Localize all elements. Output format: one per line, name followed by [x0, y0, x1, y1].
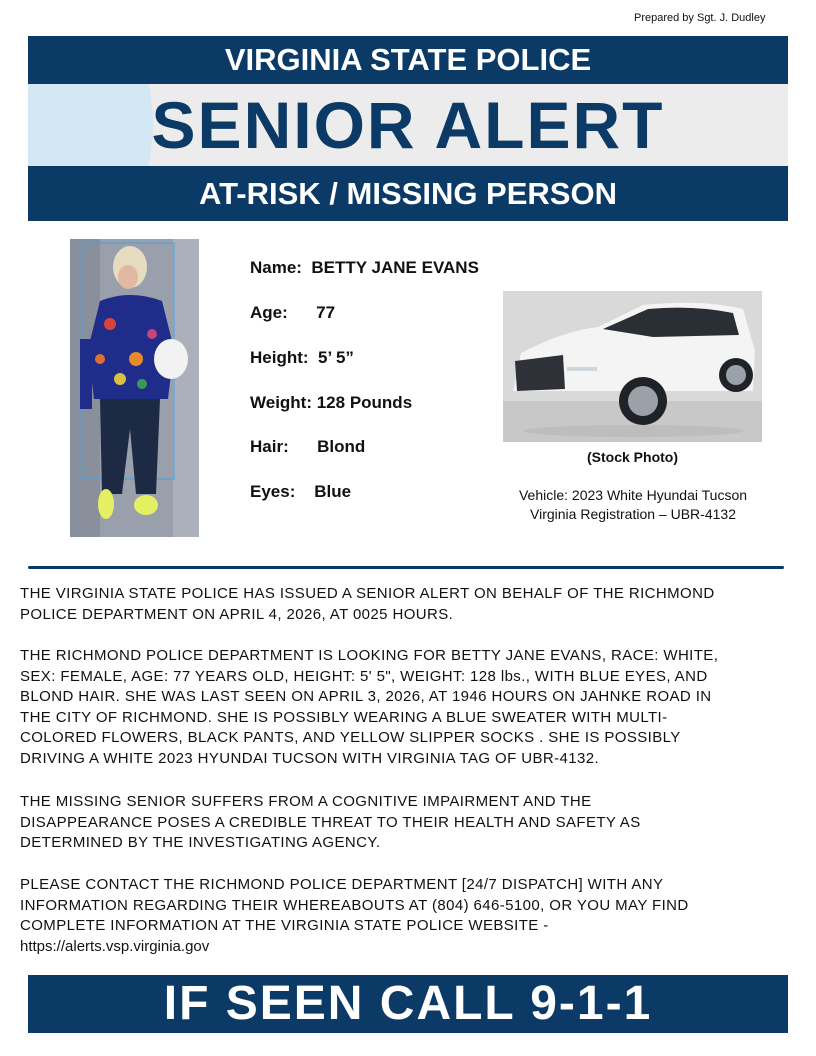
paragraph-line: BLOND HAIR. SHE WAS LAST SEEN ON APRIL 3, 2026, AT 1946 HOURS ON JAHNKE ROAD IN [20, 688, 712, 705]
paragraph-line: INFORMATION REGARDING THEIR WHEREABOUTS AT (804) 646-5100, OR YOU MAY FIND [20, 896, 689, 914]
paragraph-impairment [20, 792, 800, 854]
alert-title: SENIOR ALERT [151, 88, 665, 162]
person-age: Age: 77 [250, 303, 336, 322]
vehicle-registration: Virginia Registration – UBR-4132 [530, 506, 736, 522]
call-911-banner: IF SEEN CALL 9-1-1 [28, 975, 788, 1033]
agency-banner: VIRGINIA STATE POLICE [28, 36, 788, 84]
paragraph-contact [20, 875, 800, 957]
missing-person-photo [70, 239, 199, 537]
alert-title-banner [28, 84, 788, 166]
paragraph-line: PLEASE CONTACT THE RICHMOND POLICE DEPARTMENT [24/7 DISPATCH] WITH ANY [20, 876, 664, 893]
paragraph-line: COLORED FLOWERS, BLACK PANTS, AND YELLOW SLIPPER SOCKS . SHE IS POSSIBLY [20, 729, 681, 746]
prepared-by: Prepared by Sgt. J. Dudley [634, 12, 766, 24]
paragraph-line: SEX: FEMALE, AGE: 77 YEARS OLD, HEIGHT: 5' 5", WEIGHT: 128 lbs., WITH BLUE EYES, AND [20, 667, 708, 685]
person-name: Name: BETTY JANE EVANS [250, 258, 479, 277]
paragraph-line: DETERMINED BY THE INVESTIGATING AGENCY. [20, 834, 381, 851]
paragraph-description [20, 646, 800, 769]
paragraph-line: THE CITY OF RICHMOND. SHE IS POSSIBLY WEARING A BLUE SWEATER WITH MULTI- [20, 708, 668, 726]
stock-photo-caption: (Stock Photo) [587, 449, 678, 465]
person-hair: Hair: Blond [250, 437, 366, 456]
paragraph-line: THE VIRGINIA STATE POLICE HAS ISSUED A SENIOR ALERT ON BEHALF OF THE RICHMOND [20, 585, 715, 602]
divider-rule [28, 566, 784, 569]
vehicle-photo [503, 291, 762, 442]
paragraph-issued [20, 584, 800, 625]
person-weight: Weight: 128 Pounds [250, 393, 413, 412]
paragraph-line: DRIVING A WHITE 2023 HYUNDAI TUCSON WITH VIRGINIA TAG OF UBR-4132. [20, 749, 600, 767]
subtitle-banner: AT-RISK / MISSING PERSON [28, 166, 788, 221]
website-link[interactable]: https://alerts.vsp.virginia.gov [20, 937, 210, 955]
person-eyes: Eyes: Blue [250, 482, 352, 501]
paragraph-line: THE MISSING SENIOR SUFFERS FROM A COGNITIVE IMPAIRMENT AND THE [20, 793, 592, 810]
person-height: Height: 5’ 5” [250, 348, 354, 367]
paragraph-line: DISAPPEARANCE POSES A CREDIBLE THREAT TO THEIR HEALTH AND SAFETY AS [20, 813, 641, 831]
paragraph-line: THE RICHMOND POLICE DEPARTMENT IS LOOKING FOR BETTY JANE EVANS, RACE: WHITE, [20, 647, 719, 664]
paragraph-line: COMPLETE INFORMATION AT THE VIRGINIA STATE POLICE WEBSITE - [20, 917, 549, 934]
vehicle-description: Vehicle: 2023 White Hyundai Tucson [518, 487, 748, 503]
paragraph-line: POLICE DEPARTMENT ON APRIL 4, 2026, AT 0025 HOURS. [20, 605, 454, 623]
